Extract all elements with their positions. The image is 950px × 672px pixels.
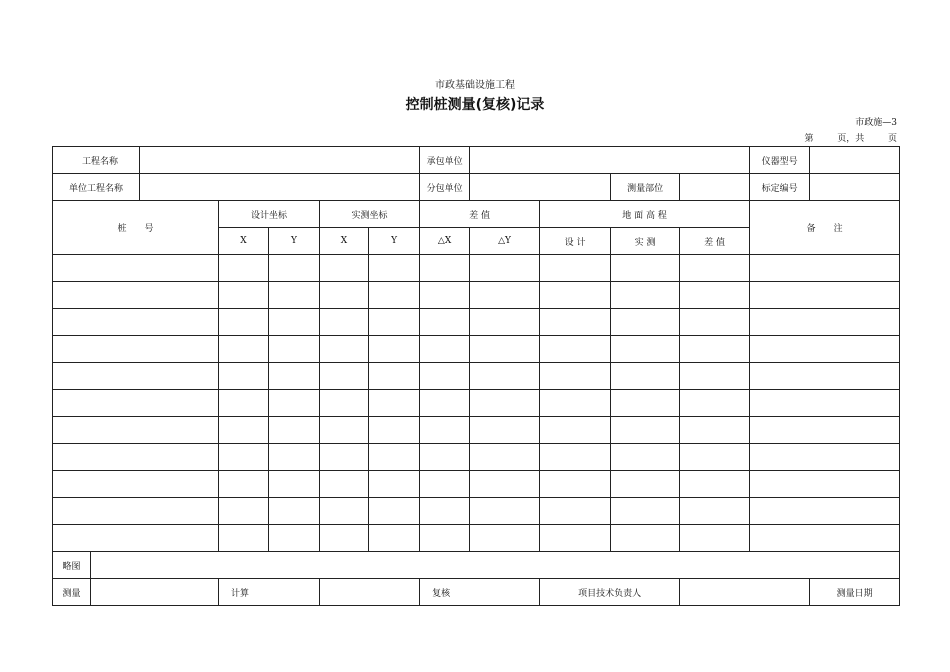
survey-location-label: 测量部位	[611, 174, 680, 201]
subcontractor-label: 分包单位	[420, 174, 470, 201]
table-row	[53, 471, 900, 498]
table-row	[53, 336, 900, 363]
contractor-field[interactable]	[470, 147, 750, 174]
table-row	[53, 282, 900, 309]
ground-elev-header: 地 面 高 程	[540, 201, 750, 228]
page-label-ye: 页	[887, 134, 897, 144]
survey-record-table	[52, 146, 900, 606]
survey-date-label: 测量日期	[810, 579, 900, 606]
signature-row	[53, 579, 900, 606]
info-row-2	[53, 174, 900, 201]
unit-project-name-label: 单位工程名称	[53, 174, 140, 201]
table-row	[53, 309, 900, 336]
tech-lead-field[interactable]	[680, 579, 810, 606]
surveyed-by-field[interactable]	[91, 579, 219, 606]
table-row	[53, 255, 900, 282]
elev-diff-header: 差 值	[680, 228, 750, 255]
table-row	[53, 498, 900, 525]
subcontractor-field[interactable]	[470, 174, 611, 201]
actual-x-header: X	[320, 228, 369, 255]
survey-location-field[interactable]	[680, 174, 750, 201]
page-info	[804, 131, 897, 144]
design-coord-header: 设计坐标	[219, 201, 320, 228]
table-row	[53, 363, 900, 390]
instrument-model-field[interactable]	[810, 147, 900, 174]
calculated-by-label: 计算	[219, 579, 320, 606]
document-subtitle: 市政基础设施工程	[435, 80, 515, 91]
table-row	[53, 390, 900, 417]
table-row	[53, 444, 900, 471]
design-x-header: X	[219, 228, 269, 255]
page-label-ye-gong: 页，共	[837, 134, 865, 144]
sketch-row	[53, 552, 900, 579]
surveyed-by-label: 测量	[53, 579, 91, 606]
info-row-1	[53, 147, 900, 174]
actual-coord-header: 实测坐标	[320, 201, 420, 228]
form-number: 市政施—3	[855, 118, 897, 128]
checked-by-label: 复核	[420, 579, 540, 606]
elev-design-header: 设 计	[540, 228, 611, 255]
calibration-no-field[interactable]	[810, 174, 900, 201]
calculated-by-field[interactable]	[320, 579, 420, 606]
sketch-label: 略图	[53, 552, 91, 579]
difference-header: 差 值	[420, 201, 540, 228]
design-y-header: Y	[269, 228, 320, 255]
elev-measured-header: 实 测	[611, 228, 680, 255]
column-header-row-1	[53, 201, 900, 228]
project-name-label: 工程名称	[53, 147, 140, 174]
delta-y-header: △Y	[470, 228, 540, 255]
document-title: 控制桩测量(复核)记录	[405, 97, 545, 113]
project-name-field[interactable]	[140, 147, 420, 174]
page-label-di: 第	[804, 134, 814, 144]
table-row	[53, 525, 900, 552]
remarks-header: 备 注	[750, 201, 900, 255]
contractor-label: 承包单位	[420, 147, 470, 174]
sketch-field[interactable]	[91, 552, 900, 579]
unit-project-name-field[interactable]	[140, 174, 420, 201]
table-row	[53, 417, 900, 444]
calibration-no-label: 标定编号	[750, 174, 810, 201]
instrument-model-label: 仪器型号	[750, 147, 810, 174]
delta-x-header: △X	[420, 228, 470, 255]
stake-no-header: 桩 号	[53, 201, 219, 255]
tech-lead-label: 项目技术负责人	[540, 579, 680, 606]
actual-y-header: Y	[369, 228, 420, 255]
